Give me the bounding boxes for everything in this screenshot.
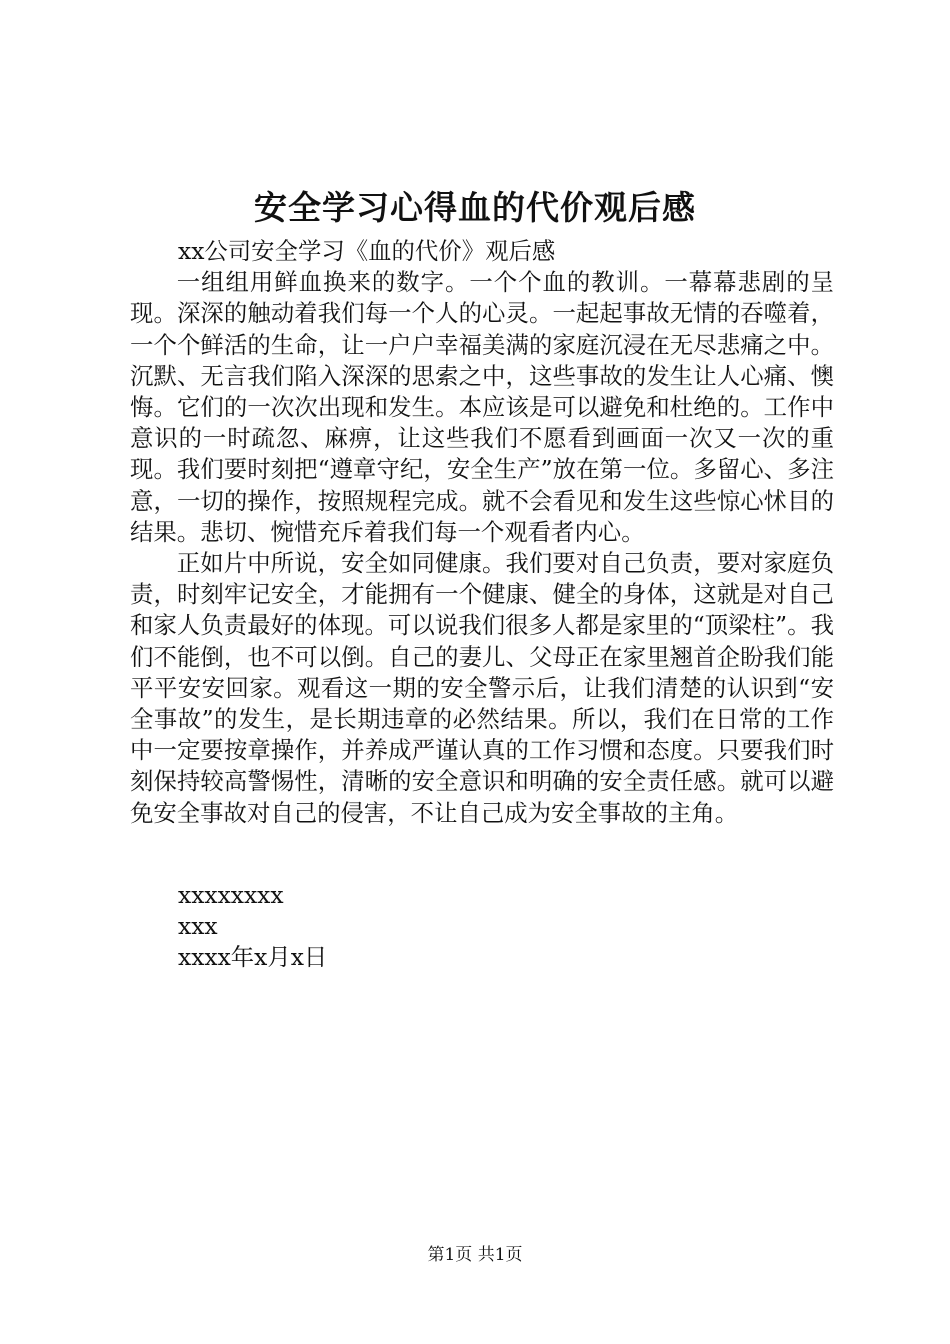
- signature-org: xxxxxxxx: [178, 881, 284, 909]
- signature-date: xxxx年x月x日: [178, 943, 328, 972]
- signature-name: xxx: [178, 912, 218, 941]
- document-body: [130, 236, 834, 829]
- paragraph-1: 一组组用鲜血换来的数字。一个个血的教训。一幕幕悲剧的呈现。深深的触动着我们每一个人的心灵。一起起事故无情的吞噬着，一个个鲜活的生命，让一户户幸福美满的家庭沉浸在无尽悲痛之中。沉默、无言我们陷入深深的思索之中，这些事故的发生让人心痛、懊悔。它们的一次次出现和发生。本应该是可以避免和杜绝的。工作中意识的一时疏忽、麻痹，让这些我们不愿看到画面一次又一次的重现。我们要时刻把“遵章守纪，安全生产”放在第一位。多留心、多注意，一切的操作，按照规程完成。就不会看见和发生这些惊心怵目的结果。悲切、惋惜充斥着我们每一个观看者内心。: [130, 268, 834, 546]
- document-subtitle: xx公司安全学习《血的代价》观后感: [178, 237, 556, 265]
- document-title: 安全学习心得血的代价观后感: [254, 188, 696, 227]
- paragraph-2: 正如片中所说，安全如同健康。我们要对自己负责，要对家庭负责，时刻牢记安全，才能拥有一个健康、健全的身体，这就是对自己和家人负责最好的体现。可以说我们很多人都是家里的“顶梁柱”。我们不能倒，也不可以倒。自己的妻儿、父母正在家里翘首企盼我们能平平安安回家。观看这一期的安全警示后，让我们清楚的认识到“安全事故”的发生，是长期违章的必然结果。所以，我们在日常的工作中一定要按章操作，并养成严谨认真的工作习惯和态度。只要我们时刻保持较高警惕性，清晰的安全意识和明确的安全责任感。就可以避免安全事故对自己的侵害，不让自己成为安全事故的主角。: [130, 549, 834, 827]
- signature-block: [178, 880, 327, 974]
- page-footer: 第1页 共1页: [427, 1245, 523, 1265]
